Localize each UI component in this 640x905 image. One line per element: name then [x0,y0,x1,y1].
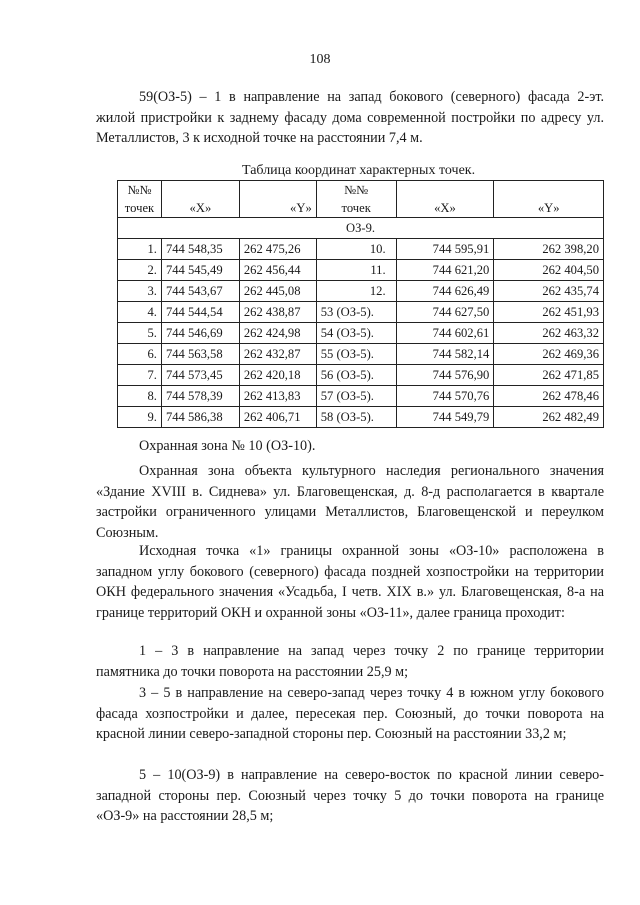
header-x-left: «X» [161,200,239,218]
coordinates-table [117,180,604,428]
y-coordinate-left: 262 424,98 [239,323,316,344]
header-num-left: №№ [118,181,162,201]
point-number-left: 3. [118,281,162,302]
x-coordinate-right: 744 576,90 [396,365,494,386]
table-row [118,281,604,302]
y-coordinate-right: 262 463,32 [494,323,604,344]
x-coordinate-right: 744 570,76 [396,386,494,407]
zone-description: Охранная зона объекта культурного наследия регионального значения «Здание XVIII в. Сиднева» ул. Благовещенская, д. 8-д располагается в квартале застройки ограниченного улицами Металлистов, Благовещенской и переулком Союзным. [96,463,604,541]
point-number-right: 12. [316,281,396,302]
table-row [118,386,604,407]
table-row [118,407,604,428]
y-coordinate-left: 262 456,44 [239,260,316,281]
table-row [118,239,604,260]
point-number-right: 10. [316,239,396,260]
table-header-row [118,200,604,218]
y-coordinate-left: 262 475,26 [239,239,316,260]
y-coordinate-left: 262 438,87 [239,302,316,323]
y-coordinate-right: 262 398,20 [494,239,604,260]
x-coordinate-left: 744 543,67 [161,281,239,302]
point-number-right: 58 (ОЗ-5). [316,407,396,428]
x-coordinate-left: 744 586,38 [161,407,239,428]
table-row [118,323,604,344]
x-coordinate-right: 744 582,14 [396,344,494,365]
x-coordinate-right: 744 627,50 [396,302,494,323]
point-number-right: 11. [316,260,396,281]
header-num-right: №№ [316,181,396,201]
header-y-right: «Y» [494,200,604,218]
header-x-right: «X» [396,200,494,218]
x-coordinate-left: 744 544,54 [161,302,239,323]
page-number: 108 [309,52,331,67]
y-coordinate-left: 262 420,18 [239,365,316,386]
point-number-left: 4. [118,302,162,323]
x-coordinate-left: 744 563,58 [161,344,239,365]
start-point-paragraph: Исходная точка «1» границы охранной зоны «ОЗ-10» расположена в западном углу бокового (северного) фасада поздней хозпостройки на территории ОКН федерального значения «Усадьба, I четв. XIX в.» ул. Благовещенская, 8-а на границе территорий ОКН и охранной зоны «ОЗ-11», далее граница проходит: [96,543,604,621]
x-coordinate-left: 744 546,69 [161,323,239,344]
x-coordinate-right: 744 602,61 [396,323,494,344]
table-caption: Таблица координат характерных точек. [242,163,476,178]
point-number-left: 9. [118,407,162,428]
y-coordinate-right: 262 482,49 [494,407,604,428]
point-number-left: 5. [118,323,162,344]
point-number-left: 8. [118,386,162,407]
point-number-left: 6. [118,344,162,365]
point-number-right: 55 (ОЗ-5). [316,344,396,365]
y-coordinate-left: 262 445,08 [239,281,316,302]
point-number-left: 2. [118,260,162,281]
x-coordinate-left: 744 548,35 [161,239,239,260]
segment-1-3-paragraph: 1 – 3 в направление на запад через точку 2 по границе территории памятника до точки поворота на расстоянии 25,9 м; [96,643,604,680]
header-blank [239,181,316,201]
table-row [118,365,604,386]
y-coordinate-right: 262 404,50 [494,260,604,281]
y-coordinate-right: 262 451,93 [494,302,604,323]
y-coordinate-left: 262 406,71 [239,407,316,428]
y-coordinate-right: 262 435,74 [494,281,604,302]
point-number-left: 1. [118,239,162,260]
point-number-right: 53 (ОЗ-5). [316,302,396,323]
table-header-row [118,181,604,201]
y-coordinate-right: 262 471,85 [494,365,604,386]
table-row [118,302,604,323]
y-coordinate-right: 262 469,36 [494,344,604,365]
table-row [118,344,604,365]
header-blank [396,181,494,201]
header-blank [161,181,239,201]
zone-row [118,218,604,239]
header-points-left: точек [118,200,162,218]
point-number-right: 56 (ОЗ-5). [316,365,396,386]
y-coordinate-left: 262 413,83 [239,386,316,407]
segment-5-10-paragraph: 5 – 10(ОЗ-9) в направление на северо-восток по красной линии северо-западной стороны пер. Союзный через точку 5 до точки поворота на границе «ОЗ-9» на расстоянии 28,5 м; [96,767,604,824]
x-coordinate-left: 744 545,49 [161,260,239,281]
x-coordinate-right: 744 549,79 [396,407,494,428]
segment-3-5-paragraph: 3 – 5 в направление на северо-запад через точку 4 в южном углу бокового фасада хозпостройки и далее, пересекая пер. Союзный, до точки поворота на красной линии северо-западной стороны пер. Союзный на расстоянии 33,2 м; [96,685,604,742]
table-row [118,260,604,281]
intro-paragraph: 59(ОЗ-5) – 1 в направление на запад бокового (северного) фасада 2-эт. жилой пристройки к заднему фасаду дома современной постройки по адресу ул. Металлистов, 3 к исходной точке на расстоянии 7,4 м. [96,89,604,146]
header-points-right: точек [316,200,396,218]
point-number-right: 57 (ОЗ-5). [316,386,396,407]
zone-heading: Охранная зона № 10 (ОЗ-10). [139,438,316,454]
x-coordinate-left: 744 578,39 [161,386,239,407]
point-number-right: 54 (ОЗ-5). [316,323,396,344]
x-coordinate-left: 744 573,45 [161,365,239,386]
header-blank [494,181,604,201]
zone-label: ОЗ-9. [118,218,604,239]
header-y-left: «Y» [239,200,316,218]
y-coordinate-right: 262 478,46 [494,386,604,407]
y-coordinate-left: 262 432,87 [239,344,316,365]
x-coordinate-right: 744 595,91 [396,239,494,260]
point-number-left: 7. [118,365,162,386]
x-coordinate-right: 744 621,20 [396,260,494,281]
x-coordinate-right: 744 626,49 [396,281,494,302]
